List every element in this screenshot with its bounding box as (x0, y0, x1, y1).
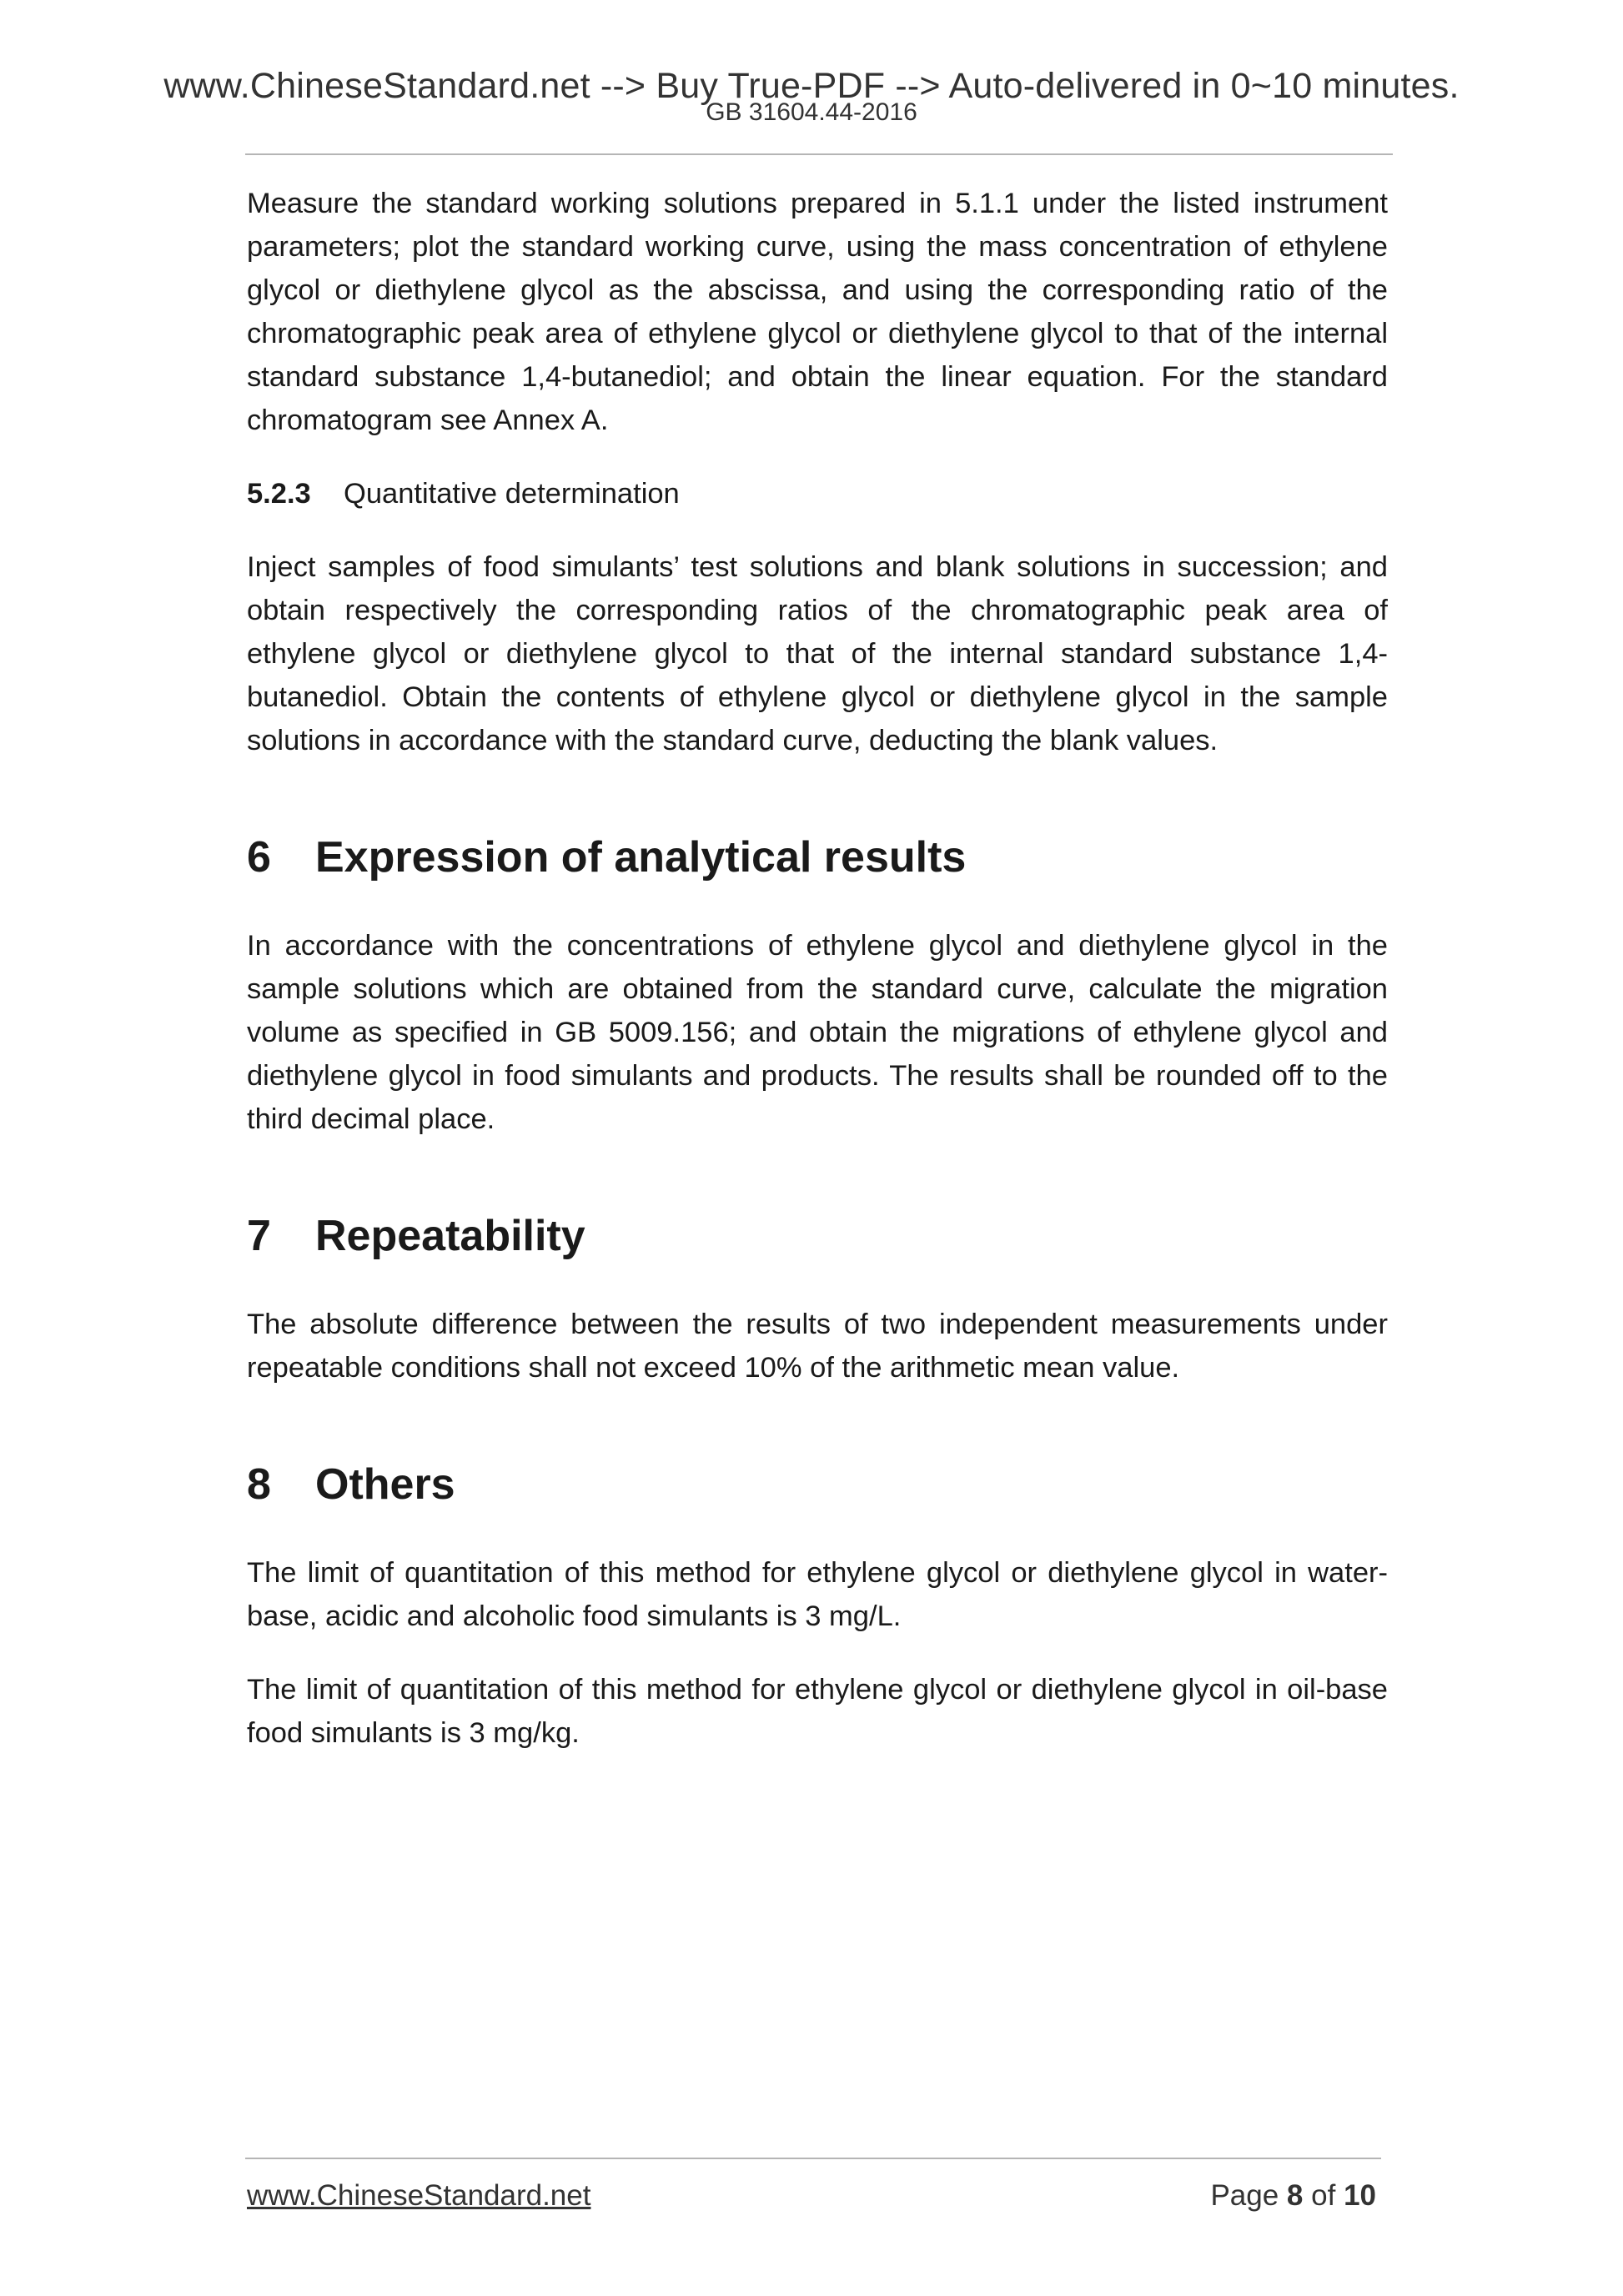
page-prefix: Page (1210, 2179, 1279, 2212)
page-total: 10 (1344, 2179, 1376, 2212)
section-8-paragraph-2: The limit of quantitation of this method for ethylene glycol or diethylene glycol in oil-base food simulants is 3 mg/kg. (247, 1674, 1388, 1749)
section-6-heading (247, 832, 1388, 882)
section-6-paragraph: In accordance with the concentrations of ethylene glycol and diethylene glycol in the sample solutions which are obtained from the standard curve, calculate the migration volume as specified in GB 5009.156; and obtain the migrations of ethylene glycol and diethylene glycol in food simulants and products. The results shall be rounded off to the third decimal place. (247, 930, 1388, 1135)
footer-website-link[interactable]: www.ChineseStandard.net (247, 2179, 591, 2212)
clause-title: Quantitative determination (344, 478, 680, 510)
section-title: Others (315, 1460, 455, 1509)
page-content (247, 182, 1388, 1785)
header-divider (245, 153, 1393, 155)
clause-5-2-3-paragraph: Inject samples of food simulants’ test solutions and blank solutions in succession; and obtain respectively the corresponding ratios of the chromatographic peak area of ethylene glycol or diethylene glycol to that of the internal standard substance 1,4-butanediol. Obtain the contents of ethylene glycol or diethylene glycol in the sample solutions in accordance with the standard curve, deducting the blank values. (247, 551, 1388, 756)
section-8-heading (247, 1459, 1388, 1510)
intro-paragraph: Measure the standard working solutions prepared in 5.1.1 under the listed instrument parameters; plot the standard working curve, using the mass concentration of ethylene glycol or diethylene glycol as the abscissa, and using the corresponding ratio of the chromatographic peak area of ethylene glycol or diethylene glycol to that of the internal standard substance 1,4-butanediol; and obtain the linear equation. For the standard chromatogram see Annex A. (247, 188, 1388, 436)
header-banner: www.ChineseStandard.net --> Buy True-PDF --> Auto-delivered in 0~10 minutes. (163, 66, 1460, 106)
section-number: 6 (247, 833, 271, 882)
clause-number: 5.2.3 (247, 478, 311, 510)
clause-5-2-3-heading (247, 472, 1388, 515)
page-current: 8 (1286, 2179, 1304, 2212)
section-number: 7 (247, 1212, 271, 1260)
section-7-heading (247, 1211, 1388, 1261)
section-title: Repeatability (315, 1212, 585, 1260)
page-number (1210, 2178, 1376, 2213)
section-8-paragraph-1: The limit of quantitation of this method for ethylene glycol or diethylene glycol in water-base, acidic and alcoholic food simulants is 3 mg/L. (247, 1557, 1388, 1632)
page-of: of (1311, 2179, 1336, 2212)
section-7-paragraph: The absolute difference between the results of two independent measurements under repeatable conditions shall not exceed 10% of the arithmetic mean value. (247, 1309, 1388, 1384)
section-title: Expression of analytical results (315, 833, 967, 882)
footer-divider (245, 2158, 1381, 2159)
standard-code: GB 31604.44-2016 (706, 98, 917, 126)
section-number: 8 (247, 1460, 271, 1509)
